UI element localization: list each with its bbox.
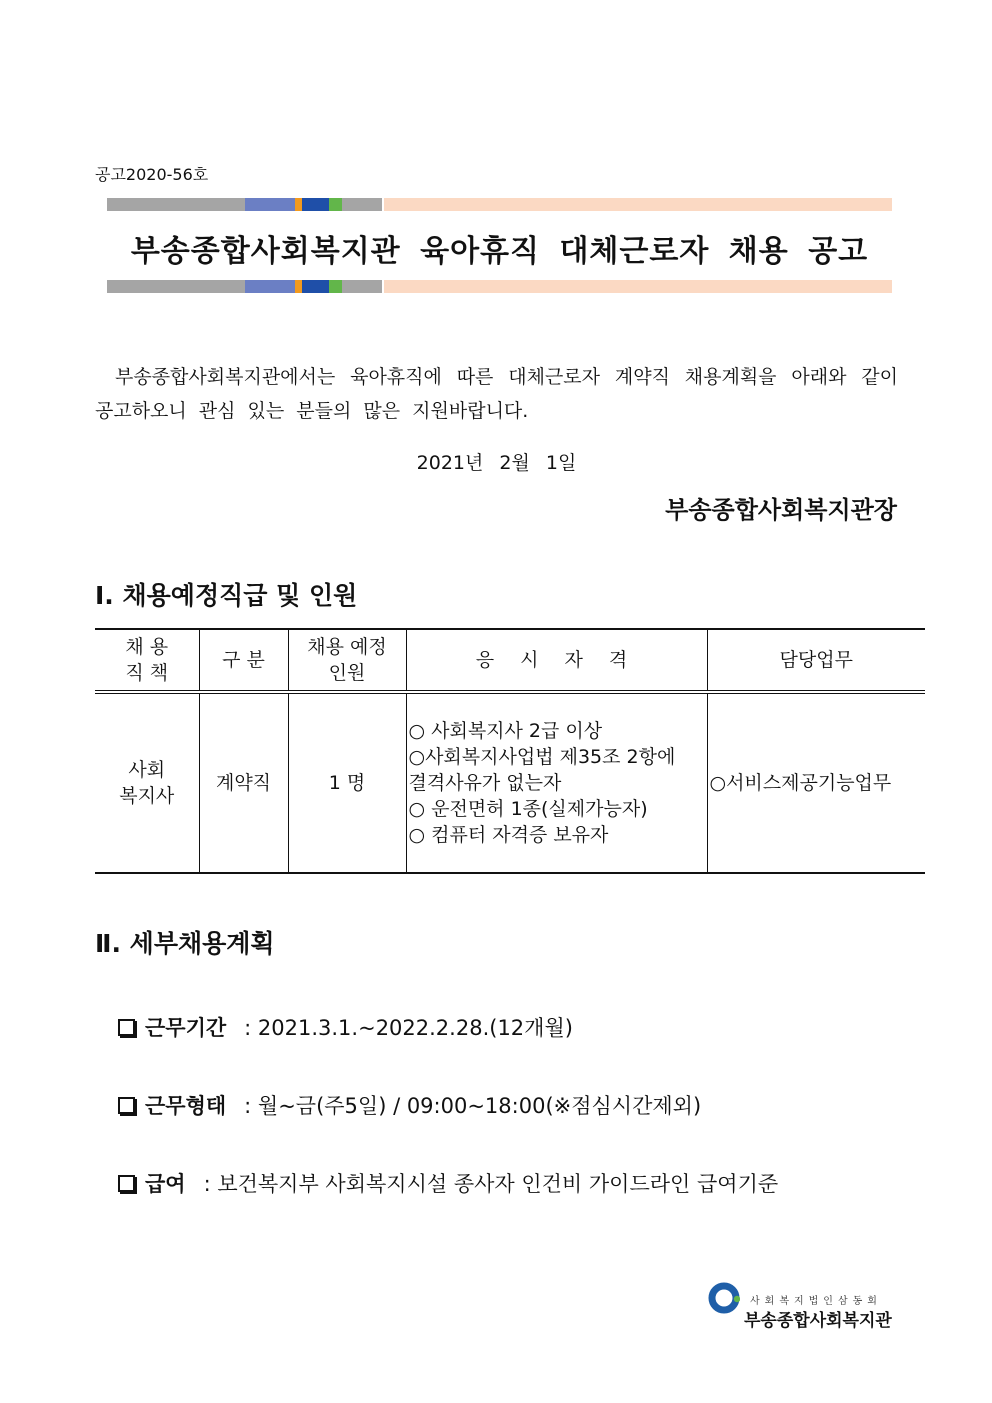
section-heading-1: Ⅰ. 채용예정직급 및 인원 xyxy=(95,581,358,610)
intro-paragraph: 부송종합사회복지관에서는 육아휴직에 따른 대체근로자 계약직 채용계획을 아래와 같이 공고하오니 관심 있는 분들의 많은 지원바랍니다. xyxy=(95,366,898,422)
header-color-stripe-bottom xyxy=(107,280,892,293)
header-qualification: 응 시 자 격 xyxy=(406,629,707,692)
logo-name: 부송종합사회복지관 xyxy=(744,1311,892,1331)
detail-item-work-type: 근무형태 : 월~금(주5일) / 09:00~18:00(※점심시간제외) xyxy=(118,1090,701,1120)
logo-subtitle: 사회복지법인삼동회 xyxy=(750,1296,882,1307)
table-header-row xyxy=(95,629,925,692)
cell-position: 사회 복지사 xyxy=(95,692,199,873)
checkbox-icon xyxy=(118,1097,135,1114)
cell-qualification: ○ 사회복지사 2급 이상 ○사회복지사업법 제35조 2항에 결격사유가 없는자 ○ 운전면허 1종(실제가능자) ○ 컴퓨터 자격증 보유자 xyxy=(406,692,707,873)
notice-number: 공고2020-56호 xyxy=(95,165,209,184)
detail-item-work-period: 근무기간 : 2021.3.1.~2022.2.28.(12개월) xyxy=(118,1012,573,1042)
organization-logo xyxy=(708,1280,898,1330)
header-color-stripe-top xyxy=(107,198,892,211)
signer: 부송종합사회복지관장 xyxy=(665,496,897,524)
cell-duty: ○서비스제공기능업무 xyxy=(707,692,925,873)
checkbox-icon xyxy=(118,1019,135,1036)
document-title: 부송종합사회복지관 육아휴직 대체근로자 채용 공고 xyxy=(130,234,869,269)
checkbox-icon xyxy=(118,1175,135,1192)
cell-count: 1 명 xyxy=(288,692,406,873)
table-row xyxy=(95,692,925,873)
header-type: 구 분 xyxy=(199,629,288,692)
announcement-date: 2021년 2월 1일 xyxy=(416,452,577,474)
cell-type: 계약직 xyxy=(199,692,288,873)
header-count: 채용 예정 인원 xyxy=(288,629,406,692)
recruitment-table xyxy=(95,628,925,874)
logo-ring-icon xyxy=(708,1282,740,1314)
detail-item-salary: 급여 : 보건복지부 사회복지시설 종사자 인건비 가이드라인 급여기준 xyxy=(118,1168,778,1198)
section-heading-2: Ⅱ. 세부채용계획 xyxy=(95,929,275,958)
header-position: 채 용 직 책 xyxy=(95,629,199,692)
header-duty: 담당업무 xyxy=(707,629,925,692)
